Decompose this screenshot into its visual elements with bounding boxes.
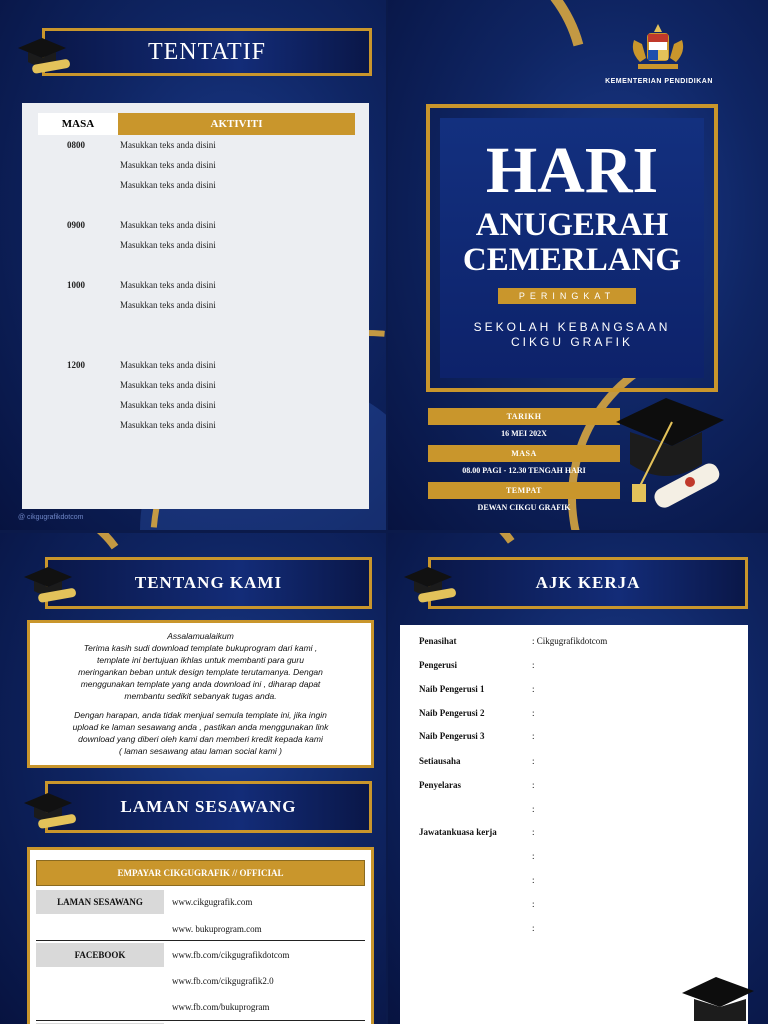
activity-cell: Masukkan teks anda disini [120,180,216,190]
activity-cell: Masukkan teks anda disini [120,300,216,310]
school-line2: CIKGU GRAFIK [510,335,633,349]
activity-cell: Masukkan teks anda disini [120,380,216,390]
web-label: LAMAN SESAWANG [36,890,164,914]
aktiviti-header: AKTIVITI [118,113,355,135]
cover-frame [426,104,718,392]
activity-cell: Masukkan teks anda disini [120,420,216,430]
tentatif-title: TENTATIF [147,38,267,65]
tentatif-title-bar [42,28,372,76]
facebook-link[interactable]: www.fb.com/cikgugrafikdotcom [172,950,290,960]
committee-role: Naib Pengerusi 3 [419,731,485,741]
tentang-title-bar [45,557,372,609]
ajk-title-bar [428,557,748,609]
committee-member: : [532,708,535,718]
cover-inner [440,118,704,378]
time-cell: 1200 [67,360,85,370]
tempat-value: DEWAN CIKGU GRAFIK [477,502,571,512]
tempat-label: TEMPAT [428,482,620,499]
activity-cell: Masukkan teks anda disini [120,140,216,150]
ministry-name: KEMENTERIAN PENDIDIKAN [605,78,713,85]
watermark: @ cikgugrafikdotcom [18,514,84,521]
facebook-label: FACEBOOK [36,943,164,967]
committee-role: Penyelaras [419,780,461,790]
web-link[interactable]: www. bukuprogram.com [172,924,262,934]
masa-value: 08.00 PAGI - 12.30 TENGAH HARI [462,465,586,475]
committee-member: : [532,923,535,933]
committee-member: : [532,804,535,814]
activity-cell: Masukkan teks anda disini [120,400,216,410]
facebook-link[interactable]: www.fb.com/bukuprogram [172,1002,270,1012]
tentatif-panel [0,0,386,530]
committee-member: : [532,899,535,909]
committee-role: Naib Pengerusi 1 [419,684,485,694]
tarikh-label: TARIKH [428,408,620,425]
committee-list [400,625,748,1024]
graduation-cap-icon [400,563,456,605]
ajk-title: AJK KERJA [535,573,641,592]
committee-member: : [532,756,535,766]
committee-role: Pengerusi [419,660,457,670]
committee-member: : [532,875,535,885]
committee-member: : [532,684,535,694]
ministry-crest-icon [626,22,690,74]
committee-member: : [532,827,535,837]
committee-role: Jawatankuasa kerja [419,827,497,837]
graduation-cap-icon [20,789,76,831]
time-cell: 0900 [67,220,85,230]
activity-cell: Masukkan teks anda disini [120,240,216,250]
committee-panel [388,533,768,1024]
activity-cell: Masukkan teks anda disini [120,280,216,290]
graduation-cap-icon [676,973,756,1024]
tarikh-value: 16 MEI 202X [501,428,547,438]
time-cell: 1000 [67,280,85,290]
committee-member: : Cikgugrafikdotcom [532,636,608,646]
web-link[interactable]: www.cikgugrafik.com [172,897,253,907]
committee-member: : [532,780,535,790]
cover-title-line2: ANUGERAH [475,207,669,243]
time-cell: 0800 [67,140,85,150]
committee-role: Penasihat [419,636,457,646]
graduation-cap-icon [606,392,736,520]
tentang-title: TENTANG KAMI [134,573,283,592]
committee-role: Setiausaha [419,756,461,766]
committee-role: Naib Pengerusi 2 [419,708,485,718]
cover-title-line1: HARI [485,134,659,207]
school-line1: SEKOLAH KEBANGSAAN [473,320,671,334]
activity-cell: Masukkan teks anda disini [120,160,216,170]
facebook-link[interactable]: www.fb.com/cikgugrafik2.0 [172,976,274,986]
committee-member: : [532,851,535,861]
committee-member: : [532,660,535,670]
website-table-header: EMPAYAR CIKGUGRAFIK // OFFICIAL [36,860,365,886]
divider [36,1020,365,1021]
cover-title-line3: CEMERLANG [462,242,682,278]
activity-cell: Masukkan teks anda disini [120,220,216,230]
masa-header: MASA [38,113,118,135]
about-paragraph-1: Assalamualaikum Terima kasih sudi download template bukuprogram dari kami , template ini bertujuan ikhlas untuk membanti para guru meringankan beban untuk design template terutamanya. Dengan menggunakan template yang anda download ini , diharap dapat membantu sedikit sebanyak tugas anda. Dengan harapan, anda tidak menjual semula template ini, jika ingin upload ke laman sesawang anda , pastikan anda menggunakan link download yang diberi oleh kami dan memberi kredit kepada kami ( laman sesawang atau laman social kami ) [72,631,329,756]
graduation-cap-icon [20,563,76,605]
website-table [27,847,374,1024]
about-text-box [27,620,374,768]
activity-cell: Masukkan teks anda disini [120,360,216,370]
schedule-table [22,103,369,509]
laman-title-bar [45,781,372,833]
level-badge: PERINGKAT [498,288,636,304]
laman-title: LAMAN SESAWANG [120,797,297,816]
committee-member: : [532,731,535,741]
masa-label: MASA [428,445,620,462]
cover-panel [388,0,768,530]
divider [36,940,365,941]
graduation-cap-icon [14,34,70,76]
about-panel [0,533,386,1024]
